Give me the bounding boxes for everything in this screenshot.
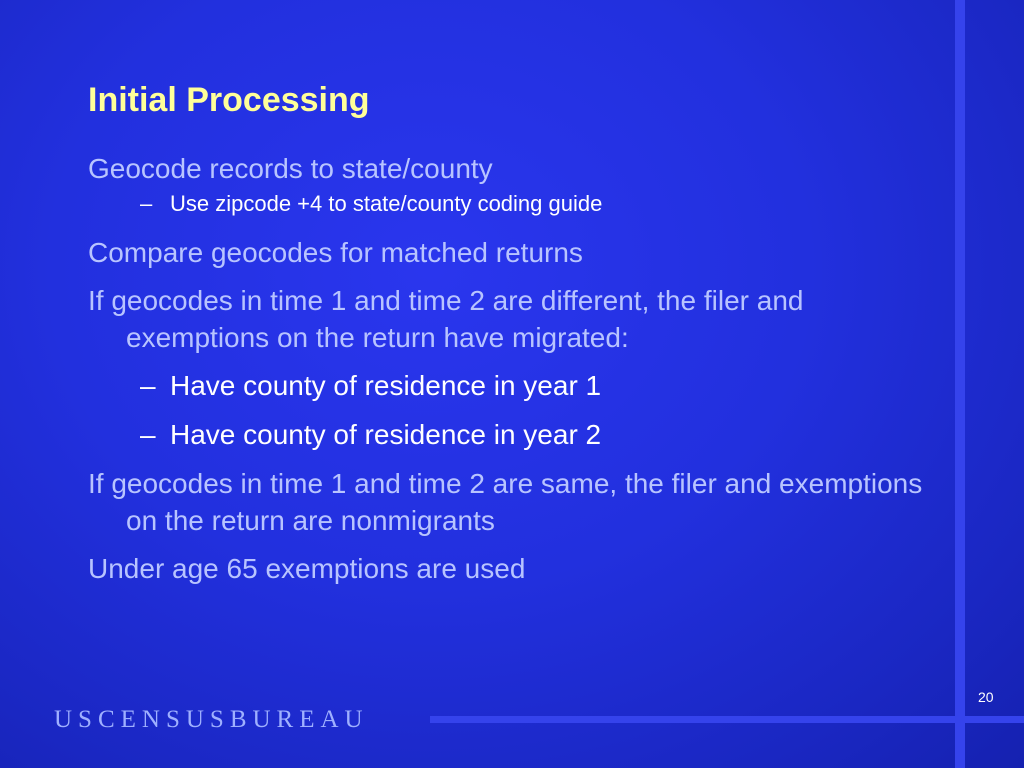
bullet-item: If geocodes in time 1 and time 2 are different, the filer and exemptions on the return have migrated: [88, 285, 804, 353]
sub-bullet-text: Have county of residence in year 1 [170, 370, 602, 401]
sub-bullet-item [88, 190, 938, 218]
page-number: 20 [978, 689, 994, 705]
sub-bullet-text: Have county of residence in year 2 [170, 419, 602, 450]
bullet-item: Under age 65 exemptions are used [88, 553, 526, 584]
sub-bullet-item [88, 416, 938, 453]
dash-marker: – [140, 191, 153, 216]
bullet-list [88, 150, 938, 598]
bullet-item: If geocodes in time 1 and time 2 are same, the filer and exemptions on the return are nonmigrants [88, 468, 923, 536]
slide-title: Initial Processing [88, 81, 370, 119]
dash-marker: – [140, 419, 156, 450]
horizontal-accent-line [430, 716, 1024, 723]
dash-marker: – [140, 370, 156, 401]
vertical-accent-line [955, 0, 965, 768]
bullet-item: Compare geocodes for matched returns [88, 237, 583, 268]
sub-bullet-text: Use zipcode +4 to state/county coding guide [170, 191, 603, 216]
bullet-item: Geocode records to state/county [88, 153, 493, 184]
sub-bullet-item [88, 367, 938, 404]
footer-brand-logo: USCENSUSBUREAU [54, 706, 369, 733]
